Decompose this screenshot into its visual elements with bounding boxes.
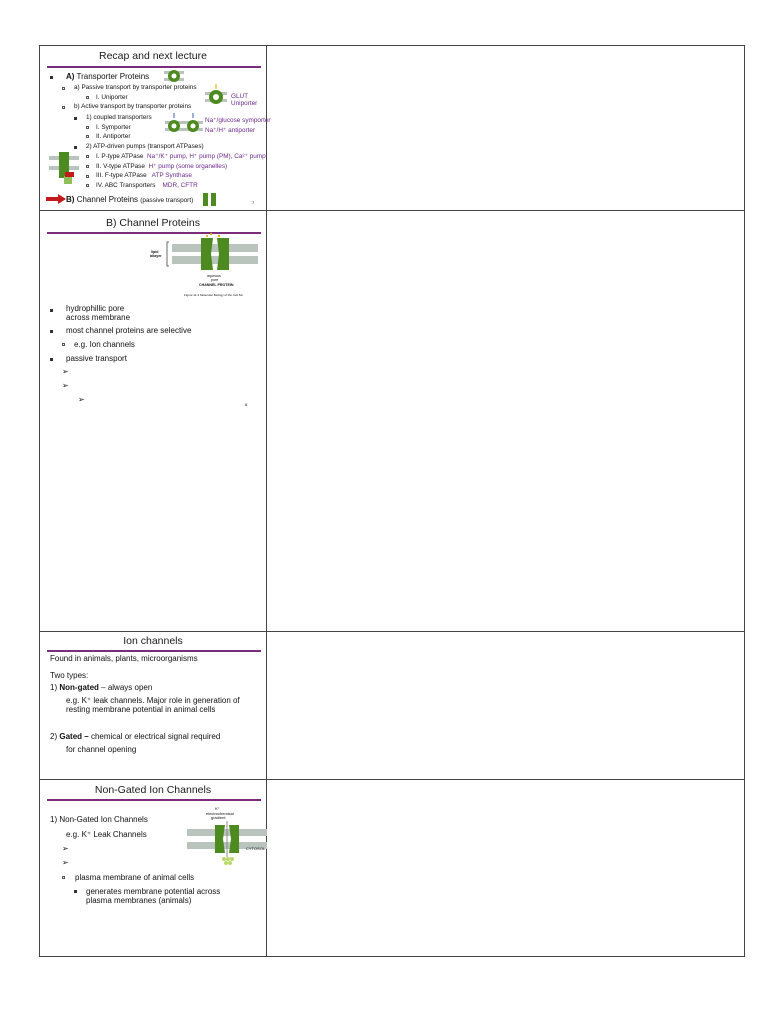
slide-title: B) Channel Proteins bbox=[106, 217, 200, 229]
arrow-bullet-icon: ➢ bbox=[62, 381, 69, 390]
slide-channel-proteins bbox=[41, 212, 265, 372]
p-type-atpase: I. P-type ATPase bbox=[96, 153, 144, 160]
non-gated-term: Non-gated bbox=[59, 683, 99, 692]
found-in: Found in animals, plants, microorganisms bbox=[50, 654, 198, 663]
row-divider bbox=[40, 210, 744, 211]
section-a-letter: A) bbox=[66, 72, 75, 81]
slide-ion-channels bbox=[41, 633, 265, 778]
antiporter-item: II. Antiporter bbox=[96, 133, 131, 140]
k-leak-example: e.g. K⁺ Leak Channels bbox=[66, 830, 147, 839]
arrow-bullet-icon: ➢ bbox=[62, 844, 69, 853]
f-type-atpase: III. F-type ATPase bbox=[96, 172, 147, 179]
cytosol-label: CYTOSOL bbox=[246, 846, 266, 851]
antiporter-label: Na⁺/H⁺ antiporter bbox=[205, 127, 256, 134]
passive-transport: a) Passive transport by transporter proteins bbox=[74, 84, 197, 91]
sub-bullet bbox=[86, 175, 89, 178]
bullet bbox=[50, 330, 53, 333]
non-gated-desc: – always open bbox=[101, 683, 153, 692]
membrane-potential-line-2: plasma membranes (animals) bbox=[86, 896, 192, 905]
pore-line-1: hydrophillic pore bbox=[66, 304, 125, 313]
electrochemical-label: electrochemical bbox=[206, 811, 234, 816]
title-rule bbox=[47, 650, 261, 652]
slide-non-gated bbox=[41, 781, 265, 921]
active-transport: b) Active transport by transporter proteins bbox=[74, 103, 192, 110]
slide-title: Ion channels bbox=[123, 635, 183, 647]
arrow-bullet-icon: ➢ bbox=[62, 367, 69, 376]
membrane-potential-line-1: generates membrane potential across bbox=[86, 887, 221, 896]
section-b-letter: B) bbox=[66, 195, 75, 204]
sub-bullet bbox=[86, 165, 89, 168]
sub-bullet bbox=[62, 343, 65, 346]
slide-channel-proteins-continued bbox=[41, 367, 265, 412]
v-type-atpase: II. V-type ATPase bbox=[96, 163, 145, 170]
sub-bullet bbox=[86, 96, 89, 99]
k-label: K⁺ bbox=[215, 806, 220, 811]
slide-title: Recap and next lecture bbox=[99, 50, 207, 62]
uniporter-item: I. Uniporter bbox=[96, 94, 128, 101]
non-gated-number: 1) bbox=[50, 683, 58, 692]
title-rule bbox=[47, 66, 261, 68]
sub-bullet bbox=[86, 126, 89, 129]
bullet bbox=[74, 117, 77, 120]
symporter-label: Na⁺/glucose symporter bbox=[205, 117, 271, 124]
symporter-item: I. Symporter bbox=[96, 124, 131, 131]
gated-example: for channel opening bbox=[66, 745, 137, 754]
ion-channels-item: e.g. Ion channels bbox=[74, 340, 135, 349]
arrow-bullet-icon: ➢ bbox=[78, 395, 85, 404]
glut-label: GLUT bbox=[231, 93, 249, 100]
red-arrow-icon bbox=[46, 194, 66, 204]
transporter-protein-icon bbox=[164, 68, 184, 84]
atp-driven-pumps: 2) ATP-driven pumps (transport ATPases) bbox=[86, 143, 204, 150]
slide-page-number: 8 bbox=[245, 402, 248, 407]
gated-number: 2) bbox=[50, 732, 58, 741]
f-type-examples: ATP Synthase bbox=[151, 172, 192, 179]
title-rule bbox=[47, 799, 261, 801]
channel-protein-icon bbox=[202, 193, 218, 206]
p-type-examples: Na⁺/K⁺ pump, H⁺ pump (PM), Ca²⁺ pump bbox=[147, 153, 266, 160]
arrow-bullet-icon: ➢ bbox=[62, 858, 69, 867]
gated-desc: chemical or electrical signal required bbox=[90, 732, 221, 741]
lipid-label: lipid bbox=[151, 250, 159, 254]
channel-protein-label: CHANNEL PROTEIN bbox=[199, 283, 234, 287]
non-gated-example-2: resting membrane potential in animal cells bbox=[66, 705, 216, 714]
abc-examples: MDR, CFTR bbox=[162, 182, 198, 189]
sub-bullet bbox=[86, 135, 89, 138]
pore-label: pore bbox=[211, 278, 219, 282]
section-b-heading: Channel Proteins bbox=[76, 195, 139, 204]
sub-bullet bbox=[62, 87, 65, 90]
channel-protein-diagram bbox=[167, 232, 261, 280]
plasma-membrane-item: plasma membrane of animal cells bbox=[75, 873, 195, 882]
sub-bullet bbox=[86, 155, 89, 158]
column-divider bbox=[266, 46, 267, 956]
abc-transporters: IV. ABC Transporters bbox=[96, 182, 156, 189]
figure-caption: Figure 11-3 Molecular Biology of the Cell 5/e bbox=[184, 293, 243, 297]
row-divider bbox=[40, 779, 744, 780]
sub-bullet bbox=[86, 184, 89, 187]
sub-bullet bbox=[62, 106, 65, 109]
selective-item: most channel proteins are selective bbox=[66, 326, 192, 335]
gated-term: Gated – bbox=[59, 732, 89, 741]
two-types: Two types: bbox=[50, 671, 89, 680]
atp-pump-illustration bbox=[49, 150, 79, 186]
row-divider bbox=[40, 631, 744, 632]
bullet bbox=[74, 146, 77, 149]
non-gated-example-1: e.g. K⁺ leak channels. Major role in generation of bbox=[66, 696, 240, 705]
v-type-examples: H⁺ pump (some organelles) bbox=[148, 163, 228, 170]
bilayer-label: bilayer bbox=[150, 254, 162, 258]
uniporter-label: Uniporter bbox=[231, 100, 258, 107]
bullet bbox=[50, 358, 53, 361]
slide-title: Non-Gated Ion Channels bbox=[94, 784, 212, 796]
k-leak-channel-diagram bbox=[187, 821, 267, 869]
notes-table bbox=[39, 45, 745, 957]
atp-label-icon bbox=[63, 171, 77, 179]
aqueous-label: aqueous bbox=[207, 274, 221, 278]
slide-page-number: 7 bbox=[252, 200, 255, 205]
coupled-transporter-diagram bbox=[165, 112, 203, 138]
uniporter-diagram bbox=[205, 84, 227, 110]
section-a-heading: Transporter Proteins bbox=[76, 72, 150, 81]
pore-line-2: across membrane bbox=[66, 313, 131, 322]
passive-transport-item: passive transport bbox=[66, 354, 127, 363]
section-b-note: (passive transport) bbox=[140, 197, 194, 204]
bullet bbox=[50, 76, 53, 79]
slide-recap bbox=[41, 47, 271, 209]
gradient-label: gradient bbox=[211, 815, 226, 820]
sub-bullet bbox=[62, 876, 65, 879]
bullet bbox=[50, 309, 53, 312]
coupled-transporters: 1) coupled transporters bbox=[86, 114, 152, 121]
bullet bbox=[74, 890, 77, 893]
non-gated-heading: 1) Non-Gated Ion Channels bbox=[50, 815, 148, 824]
